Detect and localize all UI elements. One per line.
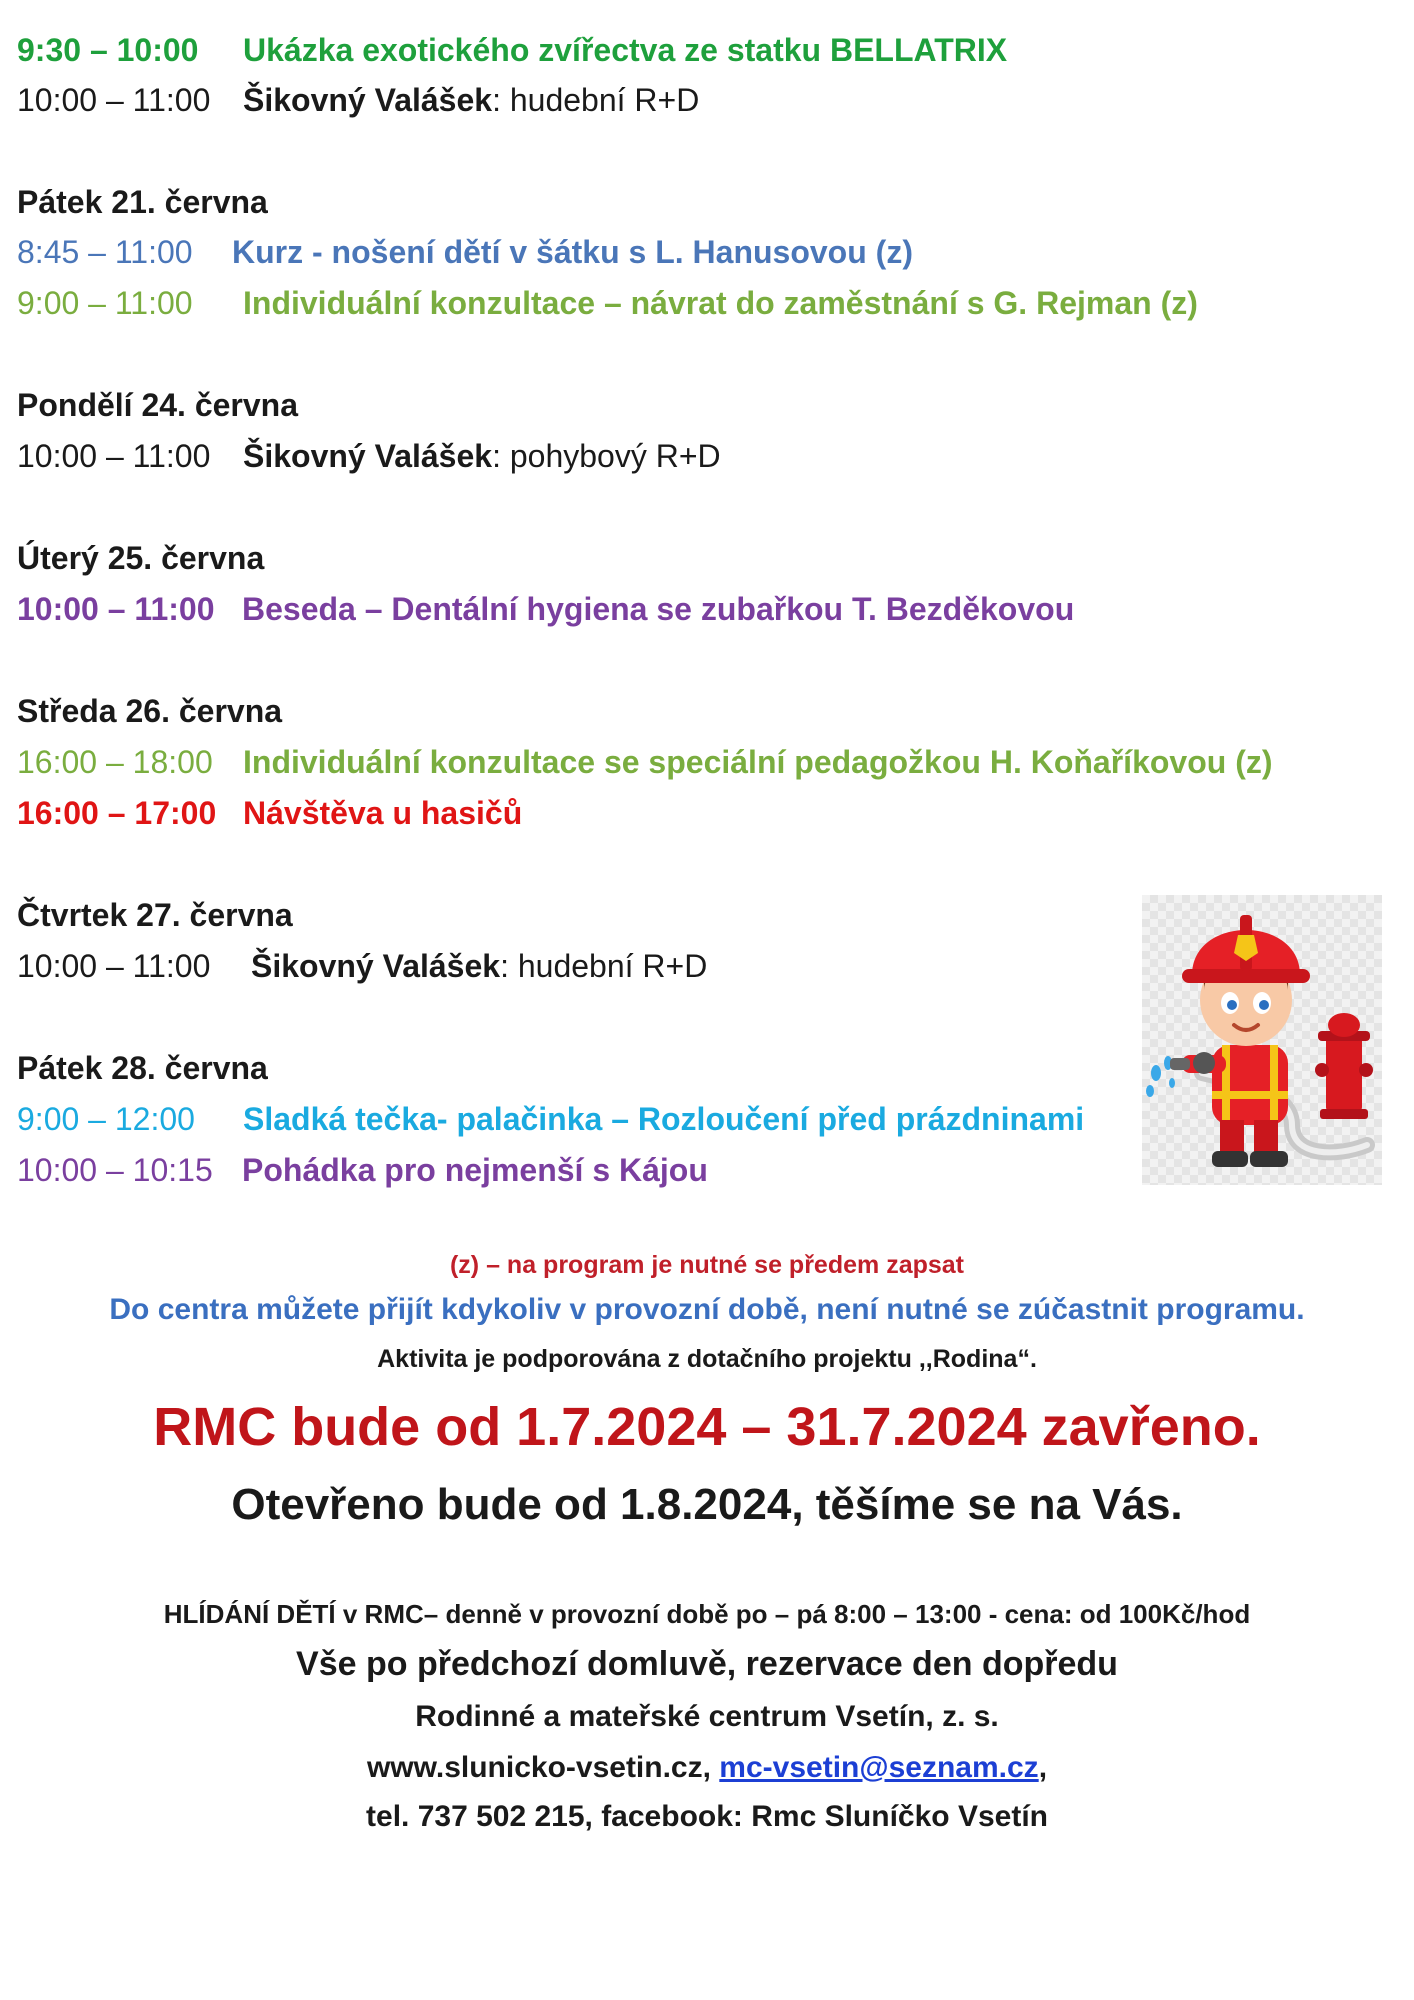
event-time: 9:00 – 11:00 [17,285,193,321]
event-row [17,436,721,476]
event-time: 10:00 – 10:15 [17,1152,213,1188]
firefighter-boy-illustration [1142,895,1382,1185]
day-heading: Úterý 25. června [17,540,265,576]
phone-facebook-info: tel. 737 502 215, facebook: Rmc Sluníčko Vsetín [366,1800,1048,1833]
event-row [17,589,1074,629]
email-trailing-comma: , [1038,1751,1048,1784]
event-row [17,283,1198,323]
event-time: 10:00 – 11:00 [17,948,211,984]
day-heading: Pátek 28. června [17,1050,268,1086]
event-time: 9:00 – 12:00 [17,1101,195,1137]
event-row [17,30,1007,70]
event-title: Sladká tečka- palačinka – Rozloučení před prázdninami [243,1101,1085,1137]
event-row [17,1099,1084,1139]
event-title: Šikovný Valášek [251,948,501,984]
event-time: 10:00 – 11:00 [17,591,215,627]
event-time: 8:45 – 11:00 [17,234,193,270]
event-time: 16:00 – 18:00 [17,744,213,780]
event-row [17,232,913,272]
event-title: Ukázka exotického zvířectva ze statku BELLATRIX [243,32,1008,68]
reopen-notice: Otevřeno bude od 1.8.2024, těšíme se na Vás. [231,1480,1183,1529]
day-heading: Čtvrtek 27. června [17,897,293,933]
event-row [17,742,1273,782]
day-heading: Pátek 21. června [17,184,268,220]
event-title-detail: : hudební R+D [500,948,708,984]
event-row [17,793,522,833]
event-title: Šikovný Valášek [243,82,493,118]
event-time: 10:00 – 11:00 [17,82,211,118]
event-time: 16:00 – 17:00 [17,795,217,831]
event-title-detail: : pohybový R+D [492,438,721,474]
day-heading: Pondělí 24. června [17,387,299,423]
event-title: Pohádka pro nejmenší s Kájou [242,1152,708,1188]
organization-name: Rodinné a mateřské centrum Vsetín, z. s. [415,1700,999,1733]
event-time: 9:30 – 10:00 [17,32,199,68]
babysitting-info: HLÍDÁNÍ DĚTÍ v RMC– denně v provozní době po – pá 8:00 – 13:00 - cena: od 100Kč/hod [163,1599,1251,1629]
closure-notice: RMC bude od 1.7.2024 – 31.7.2024 zavřeno. [153,1397,1261,1457]
event-row [17,946,707,986]
email-link[interactable]: mc-vsetin@seznam.cz [719,1751,1039,1784]
event-row [17,80,699,120]
event-title-detail: : hudební R+D [492,82,700,118]
day-heading: Středa 26. června [17,693,283,729]
event-title: Návštěva u hasičů [243,795,523,831]
event-title: Kurz - nošení dětí v šátku s L. Hanusovou (z) [232,234,913,270]
event-title: Beseda – Dentální hygiena se zubařkou T. Bezděkovou [242,591,1075,627]
event-row [17,1150,708,1190]
event-time: 10:00 – 11:00 [17,438,211,474]
event-title: Individuální konzultace se speciální pedagožkou H. Koňaříkovou (z) [243,744,1273,780]
event-title: Šikovný Valášek [243,438,493,474]
firefighter-icon [1142,895,1382,1185]
website-text: www.slunicko-vsetin.cz, [366,1751,711,1784]
open-visit-note: Do centra můžete přijít kdykoliv v provozní době, není nutné se zúčastnit programu. [109,1293,1305,1326]
web-contact-line [0,1751,1414,1785]
registration-note: (z) – na program je nutné se předem zapsat [449,1251,964,1279]
booking-info: Vše po předchozí domluvě, rezervace den dopředu [296,1645,1118,1683]
support-note: Aktivita je podporována z dotačního projektu ,,Rodina“. [377,1345,1037,1373]
event-title: Individuální konzultace – návrat do zaměstnání s G. Rejman (z) [243,285,1198,321]
